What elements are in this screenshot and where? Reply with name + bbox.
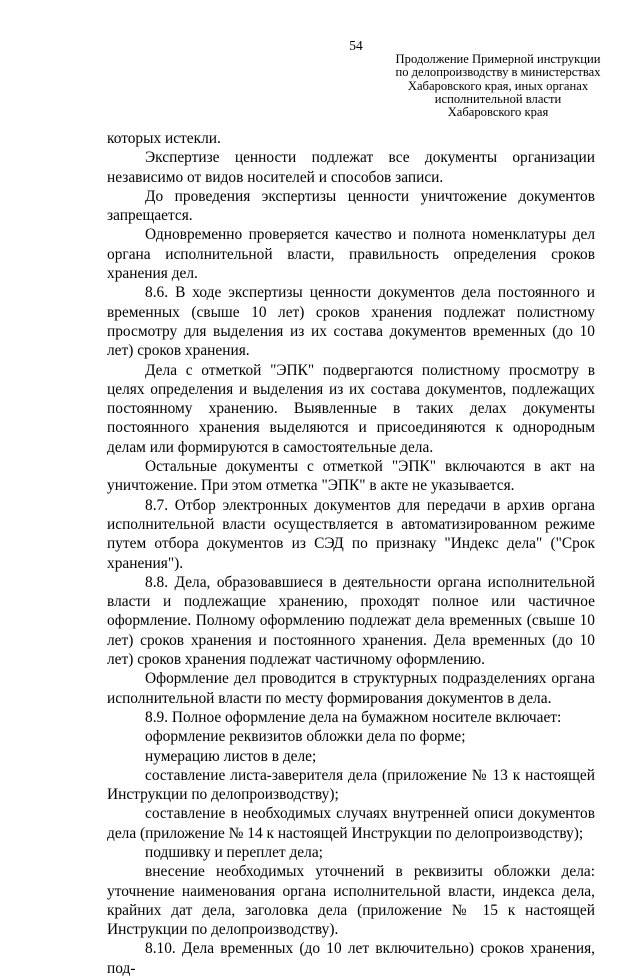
body-paragraph: 8.6. В ходе экспертизы ценности документов дела постоянного и временных (свыше 10 лет) сроков хранения подлежат полистному просмотру для выделения из их состава документов временных (до 10 лет) сроков хранения. bbox=[107, 284, 595, 360]
body-paragraph: Дела с отметкой "ЭПК" подвергаются полистному просмотру в целях определения и выделения из их состава документов, подлежащих постоянному хранению. Выявленные в таких делах документы постоянного хранения выделяются и присоединяются к однородным делам или формируются в самостоятельные дела. bbox=[107, 361, 595, 456]
body-paragraph: составление в необходимых случаях внутренней описи документов дела (приложение № 14 к настоящей Инструкции по делопроизводству); bbox=[107, 805, 595, 842]
body-paragraph: Экспертизе ценности подлежат все документы организации независимо от видов носителей и способов записи. bbox=[107, 149, 595, 186]
document-body bbox=[107, 129, 595, 978]
body-paragraph: 8.8. Дела, образовавшиеся в деятельности органа исполнительной власти и подлежащие хранению, проходят полное или частичное оформление. Полному оформлению подлежат дела временных (свыше 10 лет) сроков хранения и постоянного хранения. Дела временных (до 10 лет) сроков хранения подлежат частичному оформлению. bbox=[107, 573, 595, 669]
body-paragraph: 8.7. Отбор электронных документов для передачи в архив органа исполнительной власти осуществляется в автоматизированном режиме путем отбора документов из СЭД по признаку "Индекс дела" ("Срок хранения"). bbox=[107, 496, 595, 572]
header-note-line: Хабаровского края, иных органах bbox=[407, 78, 589, 93]
header-note-line: Продолжение Примерной инструкции bbox=[395, 52, 601, 66]
body-paragraph: нумерацию листов в деле; bbox=[145, 747, 317, 765]
body-paragraph: оформление реквизитов обложки дела по форме; bbox=[145, 728, 466, 746]
body-paragraph: составление листа-заверителя дела (приложение № 13 к настоящей Инструкции по делопроизводству); bbox=[107, 766, 595, 804]
header-note-line: по делопроизводству в министерствах bbox=[395, 65, 601, 80]
body-paragraph: Одновременно проверяется качество и полнота номенклатуры дел органа исполнительной власти, правильность определения сроков хранения дел. bbox=[107, 226, 595, 283]
header-note-line: исполнительной власти bbox=[434, 91, 562, 106]
document-header-note bbox=[380, 53, 616, 119]
body-paragraph: внесение необходимых уточнений в реквизиты обложки дела: уточнение наименования органа исполнительной власти, индекса дела, крайних дат дела, заголовка дела (приложение № 15 к настоящей Инструкции по делопроизводству). bbox=[107, 863, 595, 939]
body-paragraph: До проведения экспертизы ценности уничтожение документов запрещается. bbox=[107, 187, 595, 225]
body-paragraph: 8.9. Полное оформление дела на бумажном носителе включает: bbox=[145, 708, 562, 726]
body-paragraph: подшивку и переплет дела; bbox=[145, 843, 323, 861]
body-paragraph: Оформление дел проводится в структурных подразделениях органа исполнительной власти по месту формирования документов в дела. bbox=[107, 670, 595, 707]
body-paragraph: 8.10. Дела временных (до 10 лет включительно) сроков хранения, под- bbox=[107, 940, 595, 977]
header-note-line: Хабаровского края bbox=[447, 105, 549, 120]
page-number: 54 bbox=[349, 38, 363, 53]
body-paragraph: Остальные документы с отметкой "ЭПК" включаются в акт на уничтожение. При этом отметка "ЭПК" в акте не указывается. bbox=[107, 458, 595, 495]
body-paragraph: которых истекли. bbox=[107, 130, 221, 147]
